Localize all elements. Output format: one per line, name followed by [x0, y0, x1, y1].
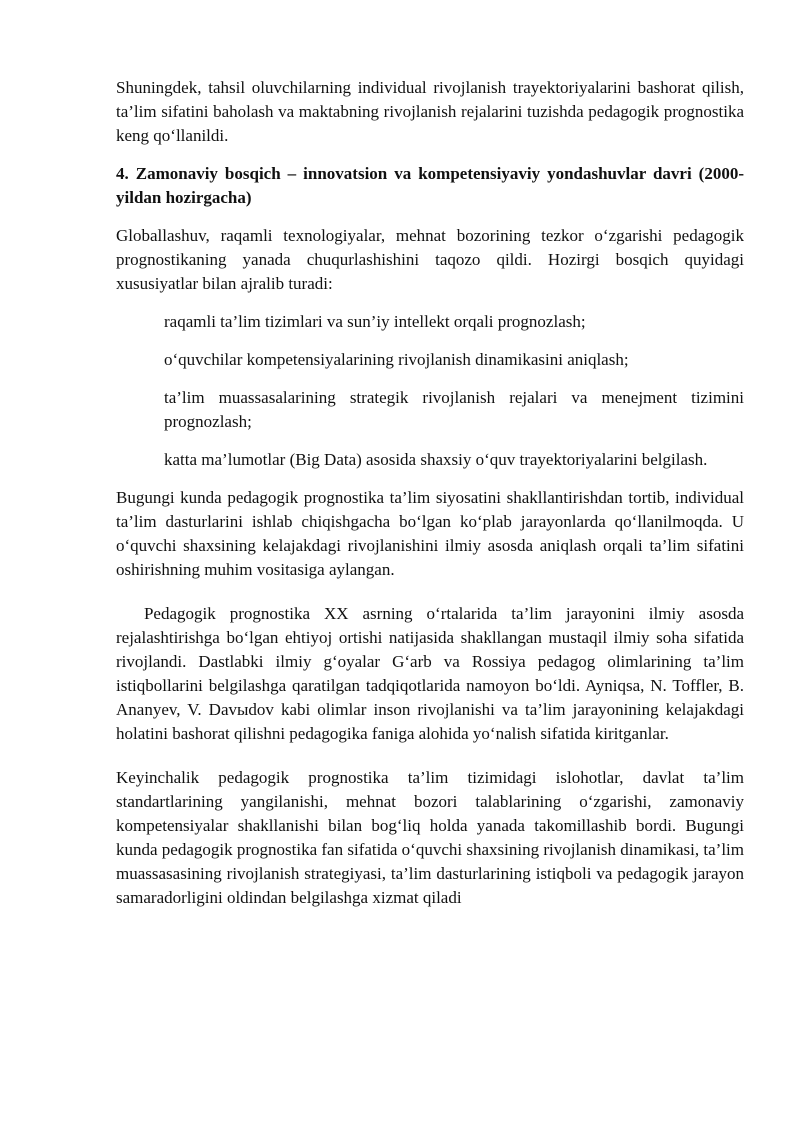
paragraph-history-text: Pedagogik prognostika XX asrning o‘rtalarida ta’lim jarayonini ilmiy asosda rejalashtirishga bo‘lgan ehtiyoj ortishi natijasida shakllangan mustaqil ilmiy soha sifatida rivojlandi. Dastlabki ilmiy g‘oyalar G‘arb va Rossiya pedagog olimlarining ta’lim istiqbollarini belgilashga qaratilgan tadqiqotlarida namoyon bo‘ldi. Ayniqsa, N. Toffler, B. Ananyev, V. Davыdov kabi olimlar inson rivojlanishi va ta’lim jarayonining kelajakdagi holatini bashorat qilishni pedagogika faniga alohida yo‘nalish sifatida kiritganlar.	[116, 604, 744, 743]
paragraph-today: Bugungi kunda pedagogik prognostika ta’lim siyosatini shakllantirishdan tortib, individual ta’lim dasturlarini ishlab chiqishgacha bo‘lgan ko‘plab jarayonlarda qo‘llanilmoqda. U o‘quvchi shaxsining kelajakdagi rivojlanishini ilmiy asosda aniqlash orqali ta’lim sifatini oshirishning muhim vositasiga aylangan.	[116, 488, 744, 579]
list-item: katta ma’lumotlar (Big Data) asosida shaxsiy o‘quv trayektoriyalarini belgilash.	[164, 450, 708, 469]
indent	[116, 604, 144, 623]
paragraph-later: Keyinchalik pedagogik prognostika ta’lim tizimidagi islohotlar, davlat ta’lim standartlarining yangilanishi, mehnat bozori talablarining o‘zgarishi, zamonaviy kompetensiyalar shakllanishi bilan bog‘liq holda yanada takomillashib bordi. Bugungi kunda pedagogik prognostika fan sifatida o‘quvchi shaxsining rivojlanish dinamikasi, ta’lim muassasasining rivojlanish strategiyasi, ta’lim dasturlarining istiqboli va pedagogik jarayon samaradorligini oldindan belgilashga xizmat qiladi	[116, 768, 744, 907]
paragraph-intro: Shuningdek, tahsil oluvchilarning individual rivojlanish trayektoriyalarini bashorat qilish, ta’lim sifatini baholash va maktabning rivojlanish rejalarini tuzishda pedagogik prognostika keng qo‘llanildi.	[116, 78, 744, 145]
list-item: o‘quvchilar kompetensiyalarining rivojlanish dinamikasini aniqlash;	[164, 350, 629, 369]
features-list	[116, 310, 744, 472]
paragraph-history	[116, 602, 744, 746]
document-page	[116, 76, 744, 924]
list-item: ta’lim muassasalarining strategik rivojlanish rejalari va menejment tizimini prognozlash;	[164, 388, 744, 431]
section-heading: 4. Zamonaviy bosqich – innovatsion va kompetensiyaviy yondashuvlar davri (2000-yildan hozirgacha)	[116, 164, 744, 207]
list-item: raqamli ta’lim tizimlari va sun’iy intellekt orqali prognozlash;	[164, 312, 586, 331]
paragraph-globalization: Globallashuv, raqamli texnologiyalar, mehnat bozorining tezkor o‘zgarishi pedagogik prognostikaning yanada chuqurlashishini taqozo qildi. Hozirgi bosqich quyidagi xususiyatlar bilan ajralib turadi:	[116, 226, 744, 293]
